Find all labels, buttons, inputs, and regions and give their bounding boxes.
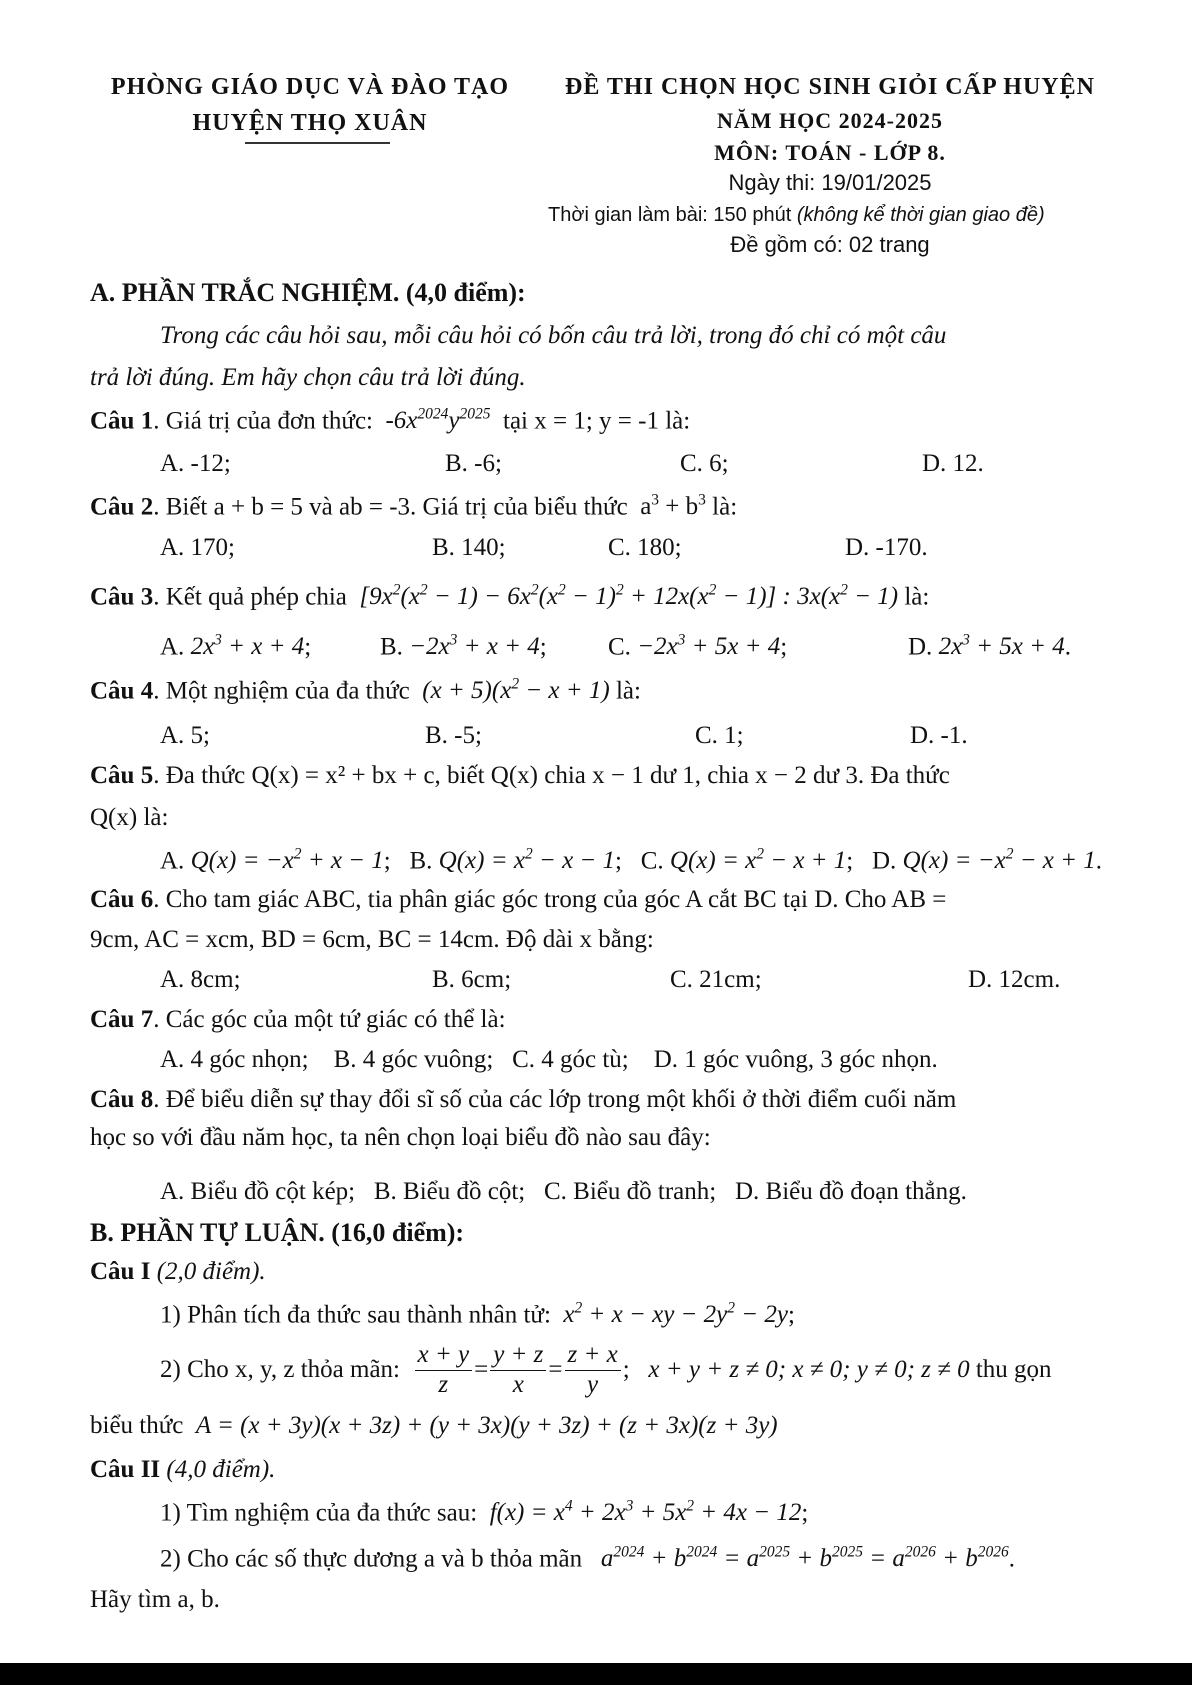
q3-option-b: B. $-2x^3 + x + 4$;: [380, 632, 547, 661]
q2-option-c: C. 180;: [608, 534, 682, 561]
q3-option-d: D. $2x^3 + 5x + 4$.: [908, 632, 1072, 661]
essay-q1-part-2: 2) Cho x, y, z thỏa mãn: $\frac{x + y}{z}$ = $\frac{y + z}{x}$ = $\frac{z + x}{y}$ ; x + y + z ≠ 0; x ≠ 0; y ≠ 0; z ≠ 0 thu gọn: [160, 1340, 1052, 1398]
q1-monomial: $-6x^{2024}y^{2025}$: [379, 406, 491, 435]
q4-option-a: A. 5;: [160, 722, 210, 749]
q6-option-a: A. 8cm;: [160, 966, 241, 993]
question-6: Câu 6. Cho tam giác ABC, tia phân giác góc trong của góc A cắt BC tại D. Cho AB =: [90, 886, 947, 913]
q7-options: A. 4 góc nhọn; B. 4 góc vuông; C. 4 góc tù; D. 1 góc vuông, 3 góc nhọn.: [160, 1046, 938, 1073]
fraction-1: $\frac{x + y}{z}$: [415, 1341, 473, 1400]
scan-bottom-bar: [0, 1663, 1192, 1685]
q1-option-c: C. 6;: [680, 450, 729, 477]
header-underline: [245, 142, 390, 144]
q4-option-d: D. -1.: [910, 722, 968, 749]
q3-expression: $[9x^2(x^2 - 1) - 6x^2(x^2 - 1)^2 + 12x(x^2 - 1)]$ : $3x(x^2 - 1)$: [353, 582, 899, 611]
q6-option-c: C. 21cm;: [670, 966, 762, 993]
q3-option-c: C. $-2x^3 + 5x + 4$;: [608, 632, 788, 661]
question-6-line-2: 9cm, AC = xcm, BD = 6cm, BC = 14cm. Độ dài x bằng:: [90, 926, 654, 953]
question-2: Câu 2. Biết a + b = 5 và ab = -3. Giá trị của biểu thức $a^3 + b^3$ là:: [90, 492, 738, 521]
exam-title: ĐỀ THI CHỌN HỌC SINH GIỎI CẤP HUYỆN: [565, 74, 1095, 100]
fraction-2: $\frac{y + z}{x}$: [490, 1341, 546, 1400]
part-b-title: B. PHẦN TỰ LUẬN. (16,0 điểm):: [90, 1218, 465, 1247]
q1-option-b: B. -6;: [445, 450, 502, 477]
district-name: HUYỆN THỌ XUÂN: [192, 110, 428, 136]
department-name: PHÒNG GIÁO DỤC VÀ ĐÀO TẠO: [110, 74, 510, 100]
question-8-line-2: học so với đầu năm học, ta nên chọn loại biểu đồ nào sau đây:: [90, 1124, 711, 1151]
fraction-3: $\frac{z + x}{y}$: [565, 1341, 621, 1400]
q4-option-c: C. 1;: [695, 722, 744, 749]
question-5-line-2: Q(x) là:: [90, 804, 169, 831]
essay-q1-part-2-line-2: biểu thức A = (x + 3y)(x + 3z) + (y + 3x)(y + 3z) + (z + 3x)(z + 3y): [90, 1412, 778, 1439]
q3-option-a: A. $2x^3 + x + 4$;: [160, 632, 312, 661]
page-count: Đề gồm có: 02 trang: [730, 232, 930, 257]
q2-option-a: A. 170;: [160, 534, 235, 561]
question-1: Câu 1. Giá trị của đơn thức: $-6x^{2024}y^{2025}$ tại x = 1; y = -1 là:: [90, 406, 691, 435]
question-8: Câu 8. Để biểu diễn sự thay đổi sĩ số của các lớp trong một khối ở thời điểm cuối năm: [90, 1086, 957, 1113]
part-a-instruction-2: trả lời đúng. Em hãy chọn câu trả lời đúng.: [90, 364, 526, 391]
q2-option-d: D. -170.: [845, 534, 928, 561]
subject: MÔN: TOÁN - LỚP 8.: [714, 140, 946, 165]
question-5: Câu 5. Đa thức Q(x) = x² + bx + c, biết Q(x) chia x − 1 dư 1, chia x − 2 dư 3. Đa thức: [90, 762, 950, 789]
exam-date: Ngày thi: 19/01/2025: [728, 170, 932, 195]
part-a-instruction: Trong các câu hỏi sau, mỗi câu hỏi có bốn câu trả lời, trong đó chỉ có một câu: [160, 322, 947, 349]
essay-q2-part-2: 2) Cho các số thực dương a và b thỏa mãn $a^{2024} + b^{2024} = a^{2025} + b^{2025} = a^{2026} + b^{2026}$.: [160, 1544, 1016, 1573]
q8-options: A. Biểu đồ cột kép; B. Biểu đồ cột; C. Biểu đồ tranh; D. Biểu đồ đoạn thẳng.: [160, 1178, 967, 1205]
q1-option-d: D. 12.: [922, 450, 984, 477]
essay-question-1: Câu I (2,0 điểm).: [90, 1258, 266, 1285]
question-4: Câu 4. Một nghiệm của đa thức $(x + 5)(x^2 - x + 1)$ là:: [90, 676, 641, 705]
essay-q1-part-1: 1) Phân tích đa thức sau thành nhân tử: $x^2 + x$ − xy − $2y^2 - 2y$;: [160, 1300, 795, 1329]
q2-option-b: B. 140;: [432, 534, 506, 561]
exam-duration: Thời gian làm bài: 150 phút (không kể thời gian giao đề): [548, 204, 1045, 226]
question-3: Câu 3. Kết quả phép chia $[9x^2(x^2 - 1) - 6x^2(x^2 - 1)^2 + 12x(x^2 - 1)]$ : $3x(x^2 - 1)$ là:: [90, 582, 930, 611]
school-year: NĂM HỌC 2024-2025: [717, 108, 943, 133]
q6-option-b: B. 6cm;: [432, 966, 512, 993]
q6-option-d: D. 12cm.: [968, 966, 1061, 993]
essay-question-2: Câu II (4,0 điểm).: [90, 1456, 276, 1483]
part-a-title: A. PHẦN TRẮC NGHIỆM. (4,0 điểm):: [90, 278, 526, 307]
q1-option-a: A. -12;: [160, 450, 231, 477]
essay-q2-part-2-line-2: Hãy tìm a, b.: [90, 1586, 220, 1613]
q5-options: A. $Q(x) = -x^2 + x - 1$; B. $Q(x) = x^2 - x - 1$; C. $Q(x) = x^2 - x + 1$; D. $Q(x) = -x^2 - x + 1$.: [160, 846, 1103, 875]
essay-q2-part-1: 1) Tìm nghiệm của đa thức sau: $f(x) = x^4 + 2x^3 + 5x^2 + 4x - 12$;: [160, 1498, 809, 1527]
q4-option-b: B. -5;: [425, 722, 482, 749]
question-7: Câu 7. Các góc của một tứ giác có thể là:: [90, 1006, 506, 1033]
